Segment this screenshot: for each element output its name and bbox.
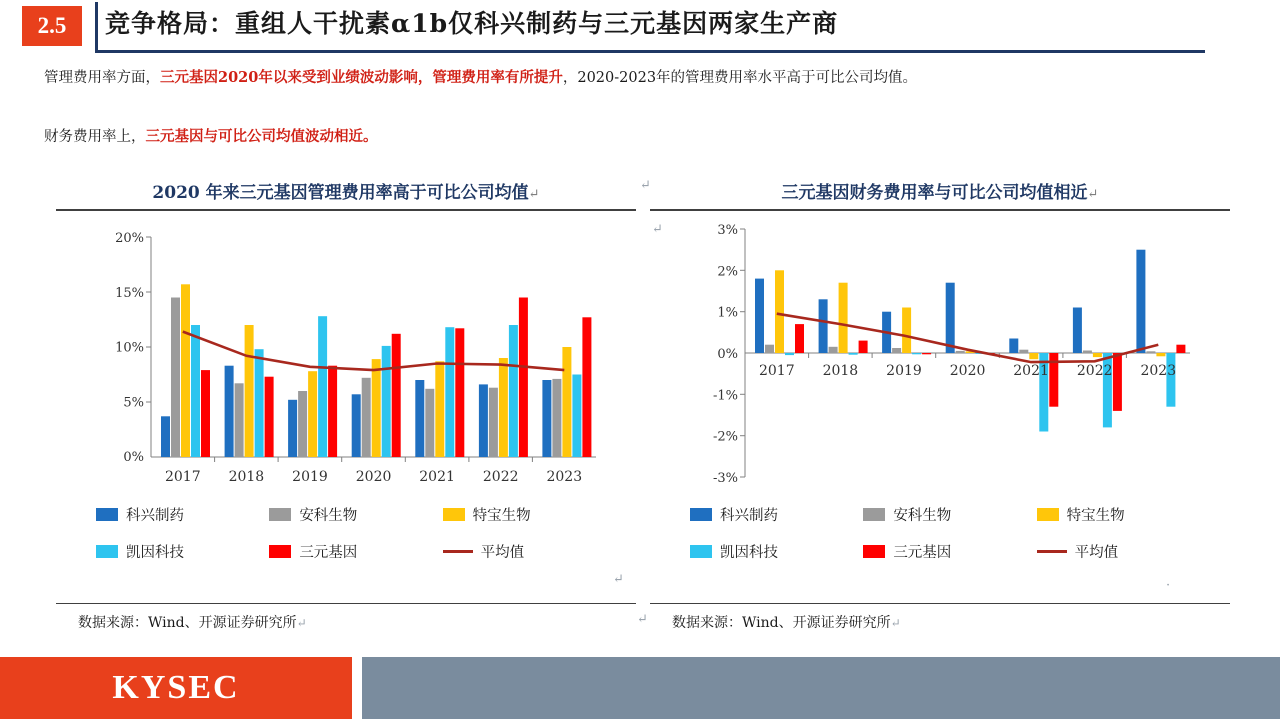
chart-title-financial: 三元基因财务费用率与可比公司均值相近↵ bbox=[781, 183, 1099, 203]
svg-text:2020: 2020 bbox=[355, 469, 392, 485]
para1-highlight: 三元基因2020年以来受到业绩波动影响，管理费用率有所提升 bbox=[160, 69, 563, 86]
pilcrow-mark: ↵ bbox=[652, 222, 663, 237]
bar-group-2022 bbox=[479, 298, 528, 458]
para1-part-a: 管理费用率方面， bbox=[44, 70, 160, 86]
plot-area-admin bbox=[56, 217, 636, 507]
svg-text:0%: 0% bbox=[123, 450, 144, 465]
para1-part-b: ，2020-2023年的管理费用率水平高于可比公司均值。 bbox=[562, 70, 918, 86]
legend-swatch-icon bbox=[443, 508, 465, 521]
bar-group-2017 bbox=[161, 284, 210, 457]
svg-text:2023: 2023 bbox=[546, 469, 583, 485]
panel-footer-divider bbox=[650, 603, 1230, 604]
legend-label: 平均值 bbox=[1074, 545, 1119, 561]
legend-label: 特宝生物 bbox=[1066, 508, 1125, 524]
legend-item-1 bbox=[269, 504, 442, 525]
legend-label: 三元基因 bbox=[299, 545, 358, 561]
chart-title-financial-text: 三元基因财务费用率与可比公司均值相近 bbox=[781, 183, 1088, 203]
legend-label: 安科生物 bbox=[299, 508, 358, 524]
svg-text:2020: 2020 bbox=[949, 363, 986, 379]
bar-group-2019 bbox=[882, 308, 931, 355]
bar-group-2018 bbox=[225, 325, 274, 457]
legend-label: 凯因科技 bbox=[126, 545, 184, 561]
svg-text:1%: 1% bbox=[717, 305, 738, 321]
panel-footer-divider bbox=[56, 603, 636, 604]
bar-group-2021 bbox=[1009, 339, 1058, 432]
svg-text:2022: 2022 bbox=[482, 469, 519, 485]
chart-title-admin: 2020 年来三元基因管理费用率高于可比公司均值↵ bbox=[152, 183, 540, 203]
legend-label: 凯因科技 bbox=[720, 545, 778, 561]
svg-text:-3%: -3% bbox=[712, 471, 738, 486]
page-title: 竞争格局：重组人干扰素α1b仅科兴制药与三元基因两家生产商 bbox=[105, 9, 839, 38]
legend-line-icon bbox=[1037, 550, 1067, 553]
svg-text:2018: 2018 bbox=[228, 469, 265, 485]
financial-expense-chart-svg bbox=[650, 217, 1230, 507]
svg-text:2017: 2017 bbox=[164, 469, 201, 485]
bar-group-2023 bbox=[542, 317, 591, 457]
footer-accent-bar bbox=[362, 657, 1280, 719]
legend-swatch-icon bbox=[96, 508, 118, 521]
svg-text:20%: 20% bbox=[115, 231, 144, 246]
slide-header bbox=[0, 0, 1280, 52]
svg-text:2021: 2021 bbox=[419, 469, 455, 485]
pilcrow-mark: · bbox=[1166, 578, 1171, 593]
svg-text:2023: 2023 bbox=[1140, 363, 1177, 379]
svg-text:2022: 2022 bbox=[1076, 363, 1113, 379]
legend-swatch-icon bbox=[269, 508, 291, 521]
legend-swatch-icon bbox=[690, 508, 712, 521]
section-number-badge: 2.5 bbox=[22, 6, 82, 46]
bar-group-2020 bbox=[946, 283, 995, 354]
svg-text:10%: 10% bbox=[115, 340, 144, 356]
legend-item-3 bbox=[690, 541, 863, 562]
legend-label: 科兴制药 bbox=[126, 508, 184, 524]
paragraph-admin-expense bbox=[44, 66, 1244, 90]
legend-item-5 bbox=[443, 541, 616, 562]
svg-text:2019: 2019 bbox=[292, 469, 328, 485]
legend-label: 安科生物 bbox=[893, 508, 952, 524]
legend-item-4 bbox=[269, 541, 442, 562]
legend-swatch-icon bbox=[96, 545, 118, 558]
bar-group-2023 bbox=[1136, 250, 1185, 407]
paragraph-financial-expense bbox=[44, 125, 1244, 149]
panel-divider bbox=[56, 209, 636, 211]
legend-swatch-icon bbox=[690, 545, 712, 558]
legend-label: 三元基因 bbox=[893, 545, 952, 561]
para2-highlight: 三元基因与可比公司均值波动相近。 bbox=[145, 128, 378, 145]
legend-label: 科兴制药 bbox=[720, 508, 778, 524]
svg-text:3%: 3% bbox=[717, 223, 738, 238]
pilcrow-mark: ↵ bbox=[640, 178, 651, 193]
svg-text:-2%: -2% bbox=[712, 429, 738, 445]
legend-line-icon bbox=[443, 550, 473, 553]
plot-area-financial bbox=[650, 217, 1230, 507]
chart-legend-financial bbox=[690, 504, 1210, 562]
bar-group-2021 bbox=[415, 327, 464, 457]
legend-swatch-icon bbox=[1037, 508, 1059, 521]
chart-title-admin-text: 2020 年来三元基因管理费用率高于可比公司均值 bbox=[152, 183, 529, 203]
legend-item-5 bbox=[1037, 541, 1210, 562]
legend-swatch-icon bbox=[863, 545, 885, 558]
chart-panel-admin-expense bbox=[56, 170, 636, 640]
legend-label: 特宝生物 bbox=[472, 508, 531, 524]
legend-item-0 bbox=[690, 504, 863, 525]
chart-source-admin: 数据来源：Wind、开源证券研究所↵ bbox=[78, 615, 307, 631]
para2-part-a: 财务费用率上， bbox=[44, 129, 146, 145]
panel-divider bbox=[650, 209, 1230, 211]
header-vertical-rule bbox=[95, 2, 98, 50]
pilcrow-mark: ↵ bbox=[613, 572, 624, 587]
legend-item-1 bbox=[863, 504, 1036, 525]
chart-source-text: 数据来源：Wind、开源证券研究所 bbox=[78, 615, 297, 631]
legend-item-2 bbox=[443, 504, 616, 525]
legend-item-4 bbox=[863, 541, 1036, 562]
svg-text:15%: 15% bbox=[115, 285, 144, 301]
legend-item-3 bbox=[96, 541, 269, 562]
legend-swatch-icon bbox=[269, 545, 291, 558]
svg-text:2017: 2017 bbox=[758, 363, 795, 379]
bar-group-2018 bbox=[819, 283, 868, 355]
bar-group-2019 bbox=[288, 316, 337, 457]
pilcrow-mark: ↵ bbox=[637, 612, 648, 627]
svg-text:2018: 2018 bbox=[822, 363, 859, 379]
legend-item-0 bbox=[96, 504, 269, 525]
legend-swatch-icon bbox=[863, 508, 885, 521]
header-underline bbox=[95, 50, 1205, 53]
footer-logo: KYSEC bbox=[112, 669, 240, 706]
svg-text:0%: 0% bbox=[717, 347, 738, 362]
bar-group-2020 bbox=[352, 334, 401, 457]
svg-text:2021: 2021 bbox=[1013, 363, 1049, 379]
chart-legend-admin bbox=[96, 504, 616, 562]
chart-source-text: 数据来源：Wind、开源证券研究所 bbox=[672, 615, 891, 631]
chart-source-financial: 数据来源：Wind、开源证券研究所↵ bbox=[672, 615, 901, 631]
svg-text:5%: 5% bbox=[123, 395, 144, 411]
bar-group-2017 bbox=[755, 270, 804, 355]
svg-text:2%: 2% bbox=[717, 264, 738, 280]
svg-text:2019: 2019 bbox=[886, 363, 922, 379]
legend-item-2 bbox=[1037, 504, 1210, 525]
legend-label: 平均值 bbox=[480, 545, 525, 561]
chart-panel-financial-expense bbox=[650, 170, 1230, 640]
svg-text:-1%: -1% bbox=[712, 388, 738, 404]
admin-expense-chart-svg bbox=[56, 217, 636, 507]
